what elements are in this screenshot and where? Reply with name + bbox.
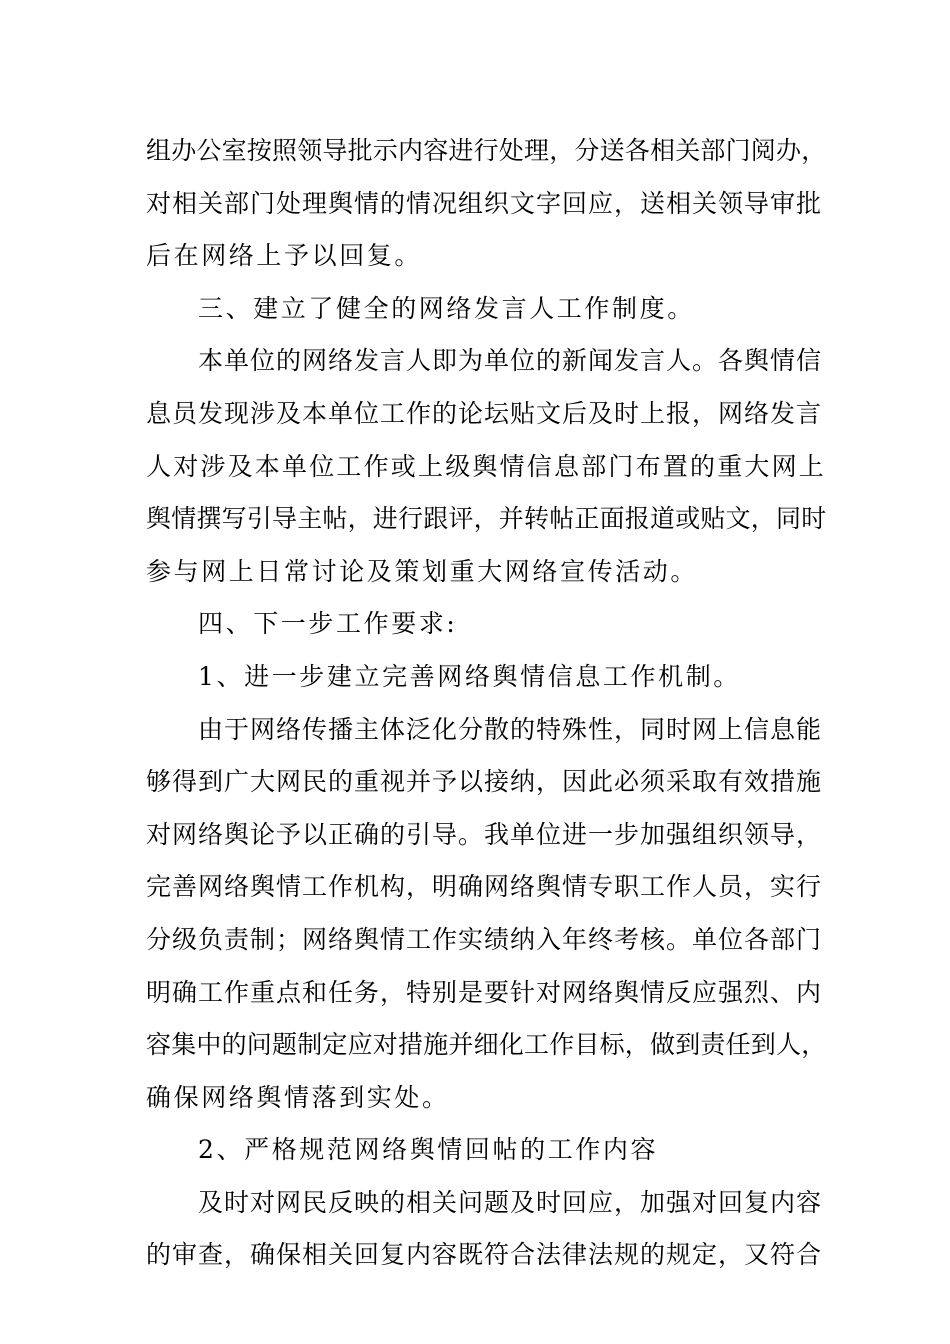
text-line: 四、下一步工作要求: [198, 609, 458, 639]
text-line: 2、严格规范网络舆情回帖的工作内容 [198, 1135, 659, 1165]
text-line: 组办公室按照领导批示内容进行处理，分送各相关部门阅办， [146, 136, 827, 165]
text-line: 三、建立了健全的网络发言人工作制度。 [198, 293, 695, 323]
text-line: 舆情撰写引导主帖，进行跟评，并转帖正面报道或贴文，同时 [146, 504, 827, 534]
text-line: 息员发现涉及本单位工作的论坛贴文后及时上报，网络发言 [146, 398, 823, 428]
text-line: 容集中的问题制定应对措施并细化工作目标，做到责任到人， [146, 1030, 827, 1060]
text-line: 由于网络传播主体泛化分散的特殊性，同时网上信息能 [198, 714, 823, 744]
text-line: 明确工作重点和任务，特别是要针对网络舆情反应强烈、内 [146, 977, 823, 1007]
text-line: 后在网络上予以回复。 [146, 241, 423, 271]
text-line: 及时对网民反映的相关问题及时回应，加强对回复内容 [198, 1187, 823, 1217]
text-line: 完善网络舆情工作机构，明确网络舆情专职工作人员，实行 [146, 872, 823, 902]
text-line: 的审查，确保相关回复内容既符合法律法规的规定，又符合 [146, 1240, 823, 1270]
text-line: 参与网上日常讨论及策划重大网络宣传活动。 [146, 556, 699, 586]
text-line: 对网络舆论予以正确的引导。我单位进一步加强组织领导， [146, 819, 823, 849]
text-line: 对相关部门处理舆情的情况组织文字回应，送相关领导审批 [146, 188, 823, 218]
text-line: 1、进一步建立完善网络舆情信息工作机制。 [198, 661, 741, 691]
text-line: 确保网络舆情落到实处。 [146, 1082, 450, 1112]
text-line: 本单位的网络发言人即为单位的新闻发言人。各舆情信 [198, 346, 823, 376]
text-line: 够得到广大网民的重视并予以接纳，因此必须采取有效措施 [146, 767, 823, 797]
document-body [146, 125, 827, 1282]
text-line: 分级负责制；网络舆情工作实绩纳入年终考核。单位各部门 [146, 924, 823, 954]
text-line: 人对涉及本单位工作或上级舆情信息部门布置的重大网上 [146, 451, 827, 481]
